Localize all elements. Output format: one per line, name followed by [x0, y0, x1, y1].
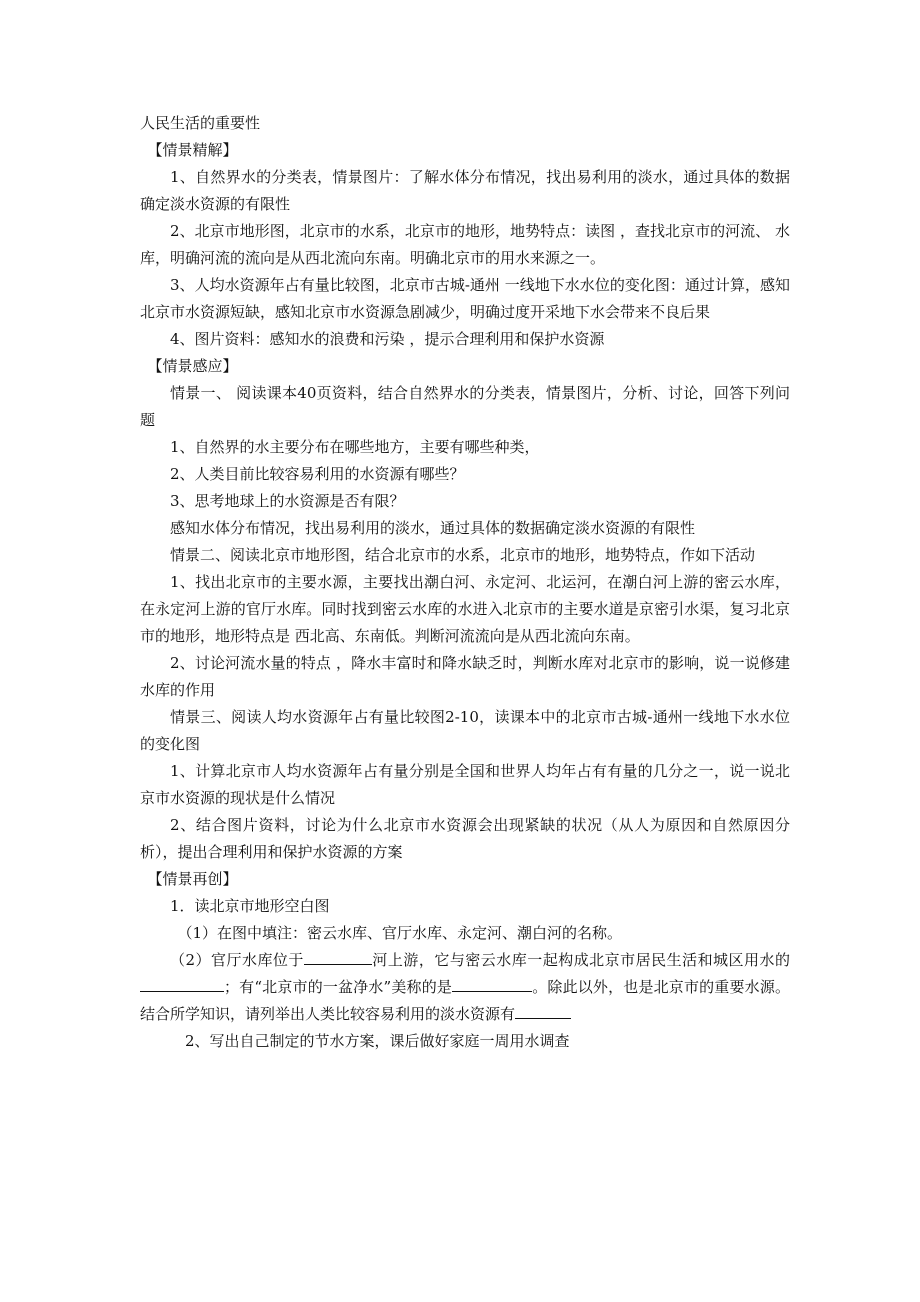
answer-blank-1[interactable] [304, 948, 372, 965]
section-heading-jingjie: 【情景精解】 [147, 141, 238, 159]
exercise-1-part-2 [140, 947, 790, 1028]
exercise-text-d: 。除此以外，也是北京市的重要水源。结合所学知识，请列举出人类比较容易利用的淡水资源有 [140, 978, 790, 1023]
exercise-text-b: 河上游，它与密云水库一起构成北京市居民生活和城区用水的 [371, 951, 790, 969]
scenario-1-note: 感知水体分布情况，找出易利用的淡水，通过具体的数据确定淡水资源的有限性 [170, 519, 696, 537]
scenario-2-question-1: 1、找出北京市的主要水源，主要找出潮白河、永定河、北运河，在潮白河上游的密云水库，在永定河上游的官厅水库。同时找到密云水库的水进入北京市的主要水道是京密引水渠，复习北京市的地形，地形特点是 西北高、东南低。判断河流流向是从西北流向东南。 [140, 573, 790, 645]
exercise-text-a: （2）官厅水库位于 [170, 951, 304, 969]
exercise-2: 2、写出自己制定的节水方案，课后做好家庭一周用水调查 [185, 1032, 570, 1050]
paragraph-1: 1、自然界水的分类表，情景图片：了解水体分布情况，找出易利用的淡水，通过具体的数据确定淡水资源的有限性 [140, 168, 790, 213]
scenario-2-question-2: 2、讨论河流水量的特点 ，降水丰富时和降水缺乏时，判断水库对北京市的影响，说一说修建水库的作用 [140, 654, 790, 699]
exercise-1: 1．读北京市地形空白图 [170, 897, 330, 915]
paragraph-2: 2、北京市地形图，北京市的水系，北京市的地形，地势特点：读图 ，查找北京市的河流、 水库，明确河流的流向是从西北流向东南。明确北京市的用水来源之一。 [140, 222, 790, 267]
paragraph-3: 3、人均水资源年占有量比较图，北京市古城-通州 一线地下水水位的变化图：通过计算，感知北京市水资源短缺，感知北京市水资源急剧减少，明确过度开采地下水会带来不良后果 [140, 276, 790, 321]
scenario-1-question-1: 1、自然界的水主要分布在哪些地方，主要有哪些种类， [170, 438, 540, 456]
scenario-3-question-1: 1、计算北京市人均水资源年占有量分别是全国和世界人均年占有有量的几分之一，说一说北京市水资源的现状是什么情况 [140, 762, 790, 807]
scenario-3: 情景三、阅读人均水资源年占有量比较图2-10，读课本中的北京市古城-通州一线地下水水位的变化图 [140, 708, 790, 753]
scenario-1: 情景一、 阅读课本40页资料，结合自然界水的分类表，情景图片，分析、讨论，回答下列问题 [140, 384, 790, 429]
section-heading-ganying: 【情景感应】 [147, 357, 238, 375]
scenario-3-question-2: 2、结合图片资料，讨论为什么北京市水资源会出现紧缺的状况（从人为原因和自然原因分析），提出合理利用和保护水资源的方案 [140, 816, 790, 861]
answer-blank-2[interactable] [140, 975, 224, 992]
paragraph-4: 4、图片资料：感知水的浪费和污染 ，提示合理利用和保护水资源 [170, 330, 605, 348]
exercise-text-c: ；有“北京市的一盆净水”美称的是 [224, 978, 453, 996]
document-body [140, 110, 790, 1055]
section-heading-zaichuang: 【情景再创】 [147, 870, 238, 888]
scenario-1-question-2: 2、人类目前比较容易利用的水资源有哪些？ [170, 465, 465, 483]
answer-blank-4[interactable] [515, 1002, 571, 1019]
answer-blank-3[interactable] [452, 975, 532, 992]
scenario-2: 情景二、阅读北京市地形图，结合北京市的水系，北京市的地形，地势特点，作如下活动 [170, 546, 756, 564]
exercise-1-part-1: （1）在图中填注：密云水库、官厅水库、永定河、潮白河的名称。 [177, 924, 623, 942]
scenario-1-question-3: 3、思考地球上的水资源是否有限？ [170, 492, 405, 510]
intro-line: 人民生活的重要性 [140, 114, 261, 132]
